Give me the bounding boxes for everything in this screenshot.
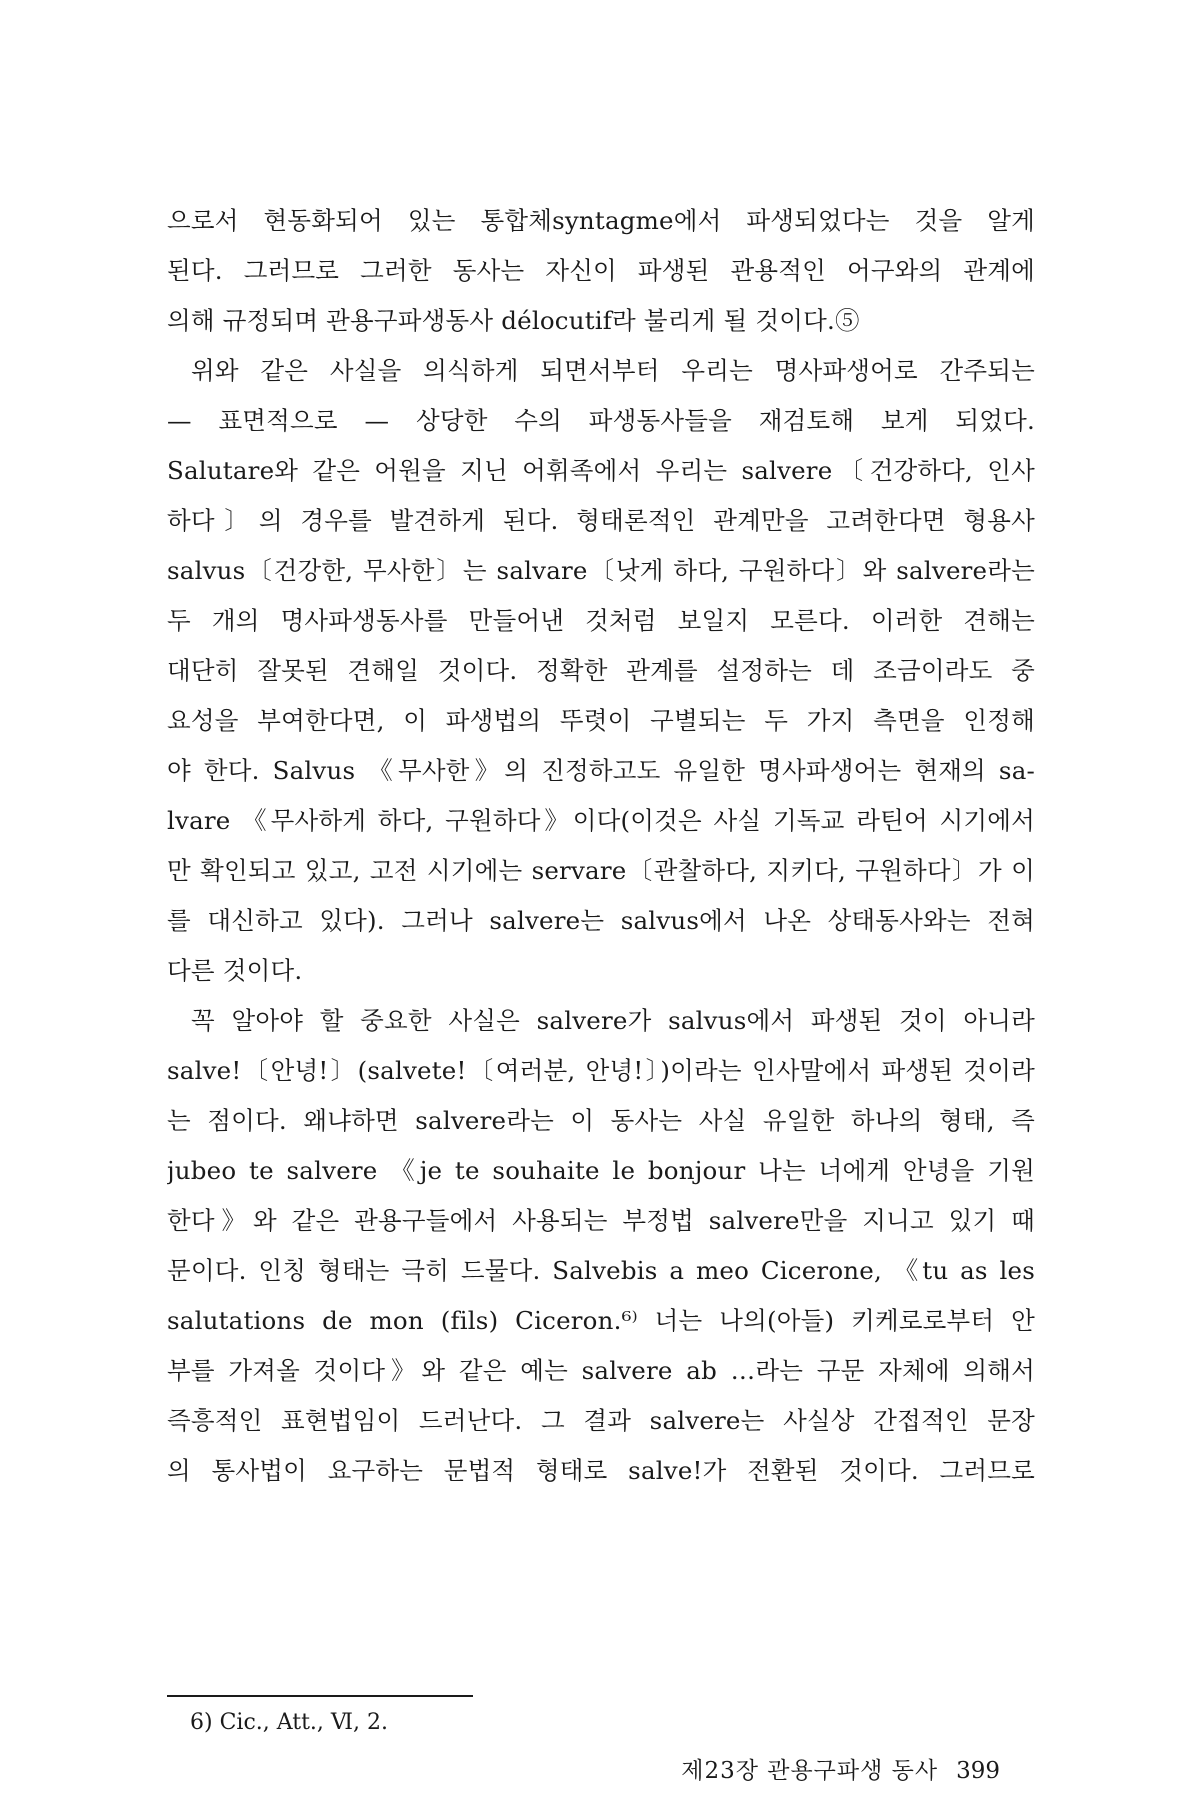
footnote-divider bbox=[167, 1695, 473, 1697]
page-footer bbox=[650, 1754, 1000, 1788]
text-line: 의해 규정되며 관용구파생동사 délocutif라 불리게 될 것이다.⑤ bbox=[167, 306, 860, 335]
text-line: 만 확인되고 있고, 고전 시기에는 servare〔관찰하다, 지키다, 구원하다〕가 이 bbox=[167, 856, 1035, 885]
paragraph-start-line: 위와 같은 사실을 의식하게 되면서부터 우리는 명사파생어로 간주되는 bbox=[191, 356, 1035, 385]
text-line: 한다》와 같은 관용구들에서 사용되는 부정법 salvere만을 지니고 있기 때 bbox=[167, 1206, 1035, 1235]
text-line: lvare 《무사하게 하다, 구원하다》이다(이것은 사실 기독교 라틴어 시기에서 bbox=[167, 806, 1035, 835]
text-line: — 표면적으로 — 상당한 수의 파생동사들을 재검토해 보게 되었다. bbox=[167, 406, 1035, 435]
text-line: 즉흥적인 표현법임이 드러난다. 그 결과 salvere는 사실상 간접적인 문장 bbox=[167, 1406, 1035, 1435]
running-footer-chapter: 제23장 관용구파생 동사 bbox=[681, 1758, 939, 1784]
text-line: 대단히 잘못된 견해일 것이다. 정확한 관계를 설정하는 데 조금이라도 중 bbox=[167, 656, 1035, 685]
body-text bbox=[167, 196, 1035, 1496]
text-line: 으로서 현동화되어 있는 통합체syntagme에서 파생되었다는 것을 알게 bbox=[167, 206, 1035, 235]
text-line: 부를 가져올 것이다》와 같은 예는 salvere ab …라는 구문 자체에 의해서 bbox=[167, 1356, 1035, 1385]
text-line: 야 한다. Salvus 《무사한》의 진정하고도 유일한 명사파생어는 현재의 sa- bbox=[167, 756, 1035, 785]
text-line: salve!〔안녕!〕(salvete!〔여러분, 안녕!〕)이라는 인사말에서 파생된 것이라 bbox=[167, 1056, 1035, 1085]
text-line: 요성을 부여한다면, 이 파생법의 뚜렷이 구별되는 두 가지 측면을 인정해 bbox=[167, 706, 1035, 735]
text-line: 다른 것이다. bbox=[167, 956, 303, 985]
text-line: jubeo te salvere 《je te souhaite le bonjour 나는 너에게 안녕을 기원 bbox=[167, 1156, 1035, 1185]
text-line: Salutare와 같은 어원을 지닌 어휘족에서 우리는 salvere〔건강하다, 인사 bbox=[167, 456, 1035, 485]
footnote: 6) Cic., Att., Ⅵ, 2. bbox=[190, 1710, 389, 1735]
text-line: 를 대신하고 있다). 그러나 salvere는 salvus에서 나온 상태동사와는 전혀 bbox=[167, 906, 1035, 935]
text-line: 의 통사법이 요구하는 문법적 형태로 salve!가 전환된 것이다. 그러므로 bbox=[167, 1456, 1035, 1485]
text-line: 는 점이다. 왜냐하면 salvere라는 이 동사는 사실 유일한 하나의 형태, 즉 bbox=[167, 1106, 1035, 1135]
text-line: salvus〔건강한, 무사한〕는 salvare〔낫게 하다, 구원하다〕와 salvere라는 bbox=[167, 556, 1035, 585]
text-line: 하다〕의 경우를 발견하게 된다. 형태론적인 관계만을 고려한다면 형용사 bbox=[167, 506, 1035, 535]
text-line: 문이다. 인칭 형태는 극히 드물다. Salvebis a meo Cicerone, 《tu as les bbox=[167, 1256, 1035, 1285]
paragraph-start-line: 꼭 알아야 할 중요한 사실은 salvere가 salvus에서 파생된 것이 아니라 bbox=[191, 1006, 1035, 1035]
text-line: 된다. 그러므로 그러한 동사는 자신이 파생된 관용적인 어구와의 관계에 bbox=[167, 256, 1035, 285]
page-number: 399 bbox=[956, 1758, 1000, 1784]
text-line: 두 개의 명사파생동사를 만들어낸 것처럼 보일지 모른다. 이러한 견해는 bbox=[167, 606, 1035, 635]
text-line: salutations de mon (fils) Ciceron.⁶⁾ 너는 나의(아들) 키케로로부터 안 bbox=[167, 1306, 1035, 1335]
